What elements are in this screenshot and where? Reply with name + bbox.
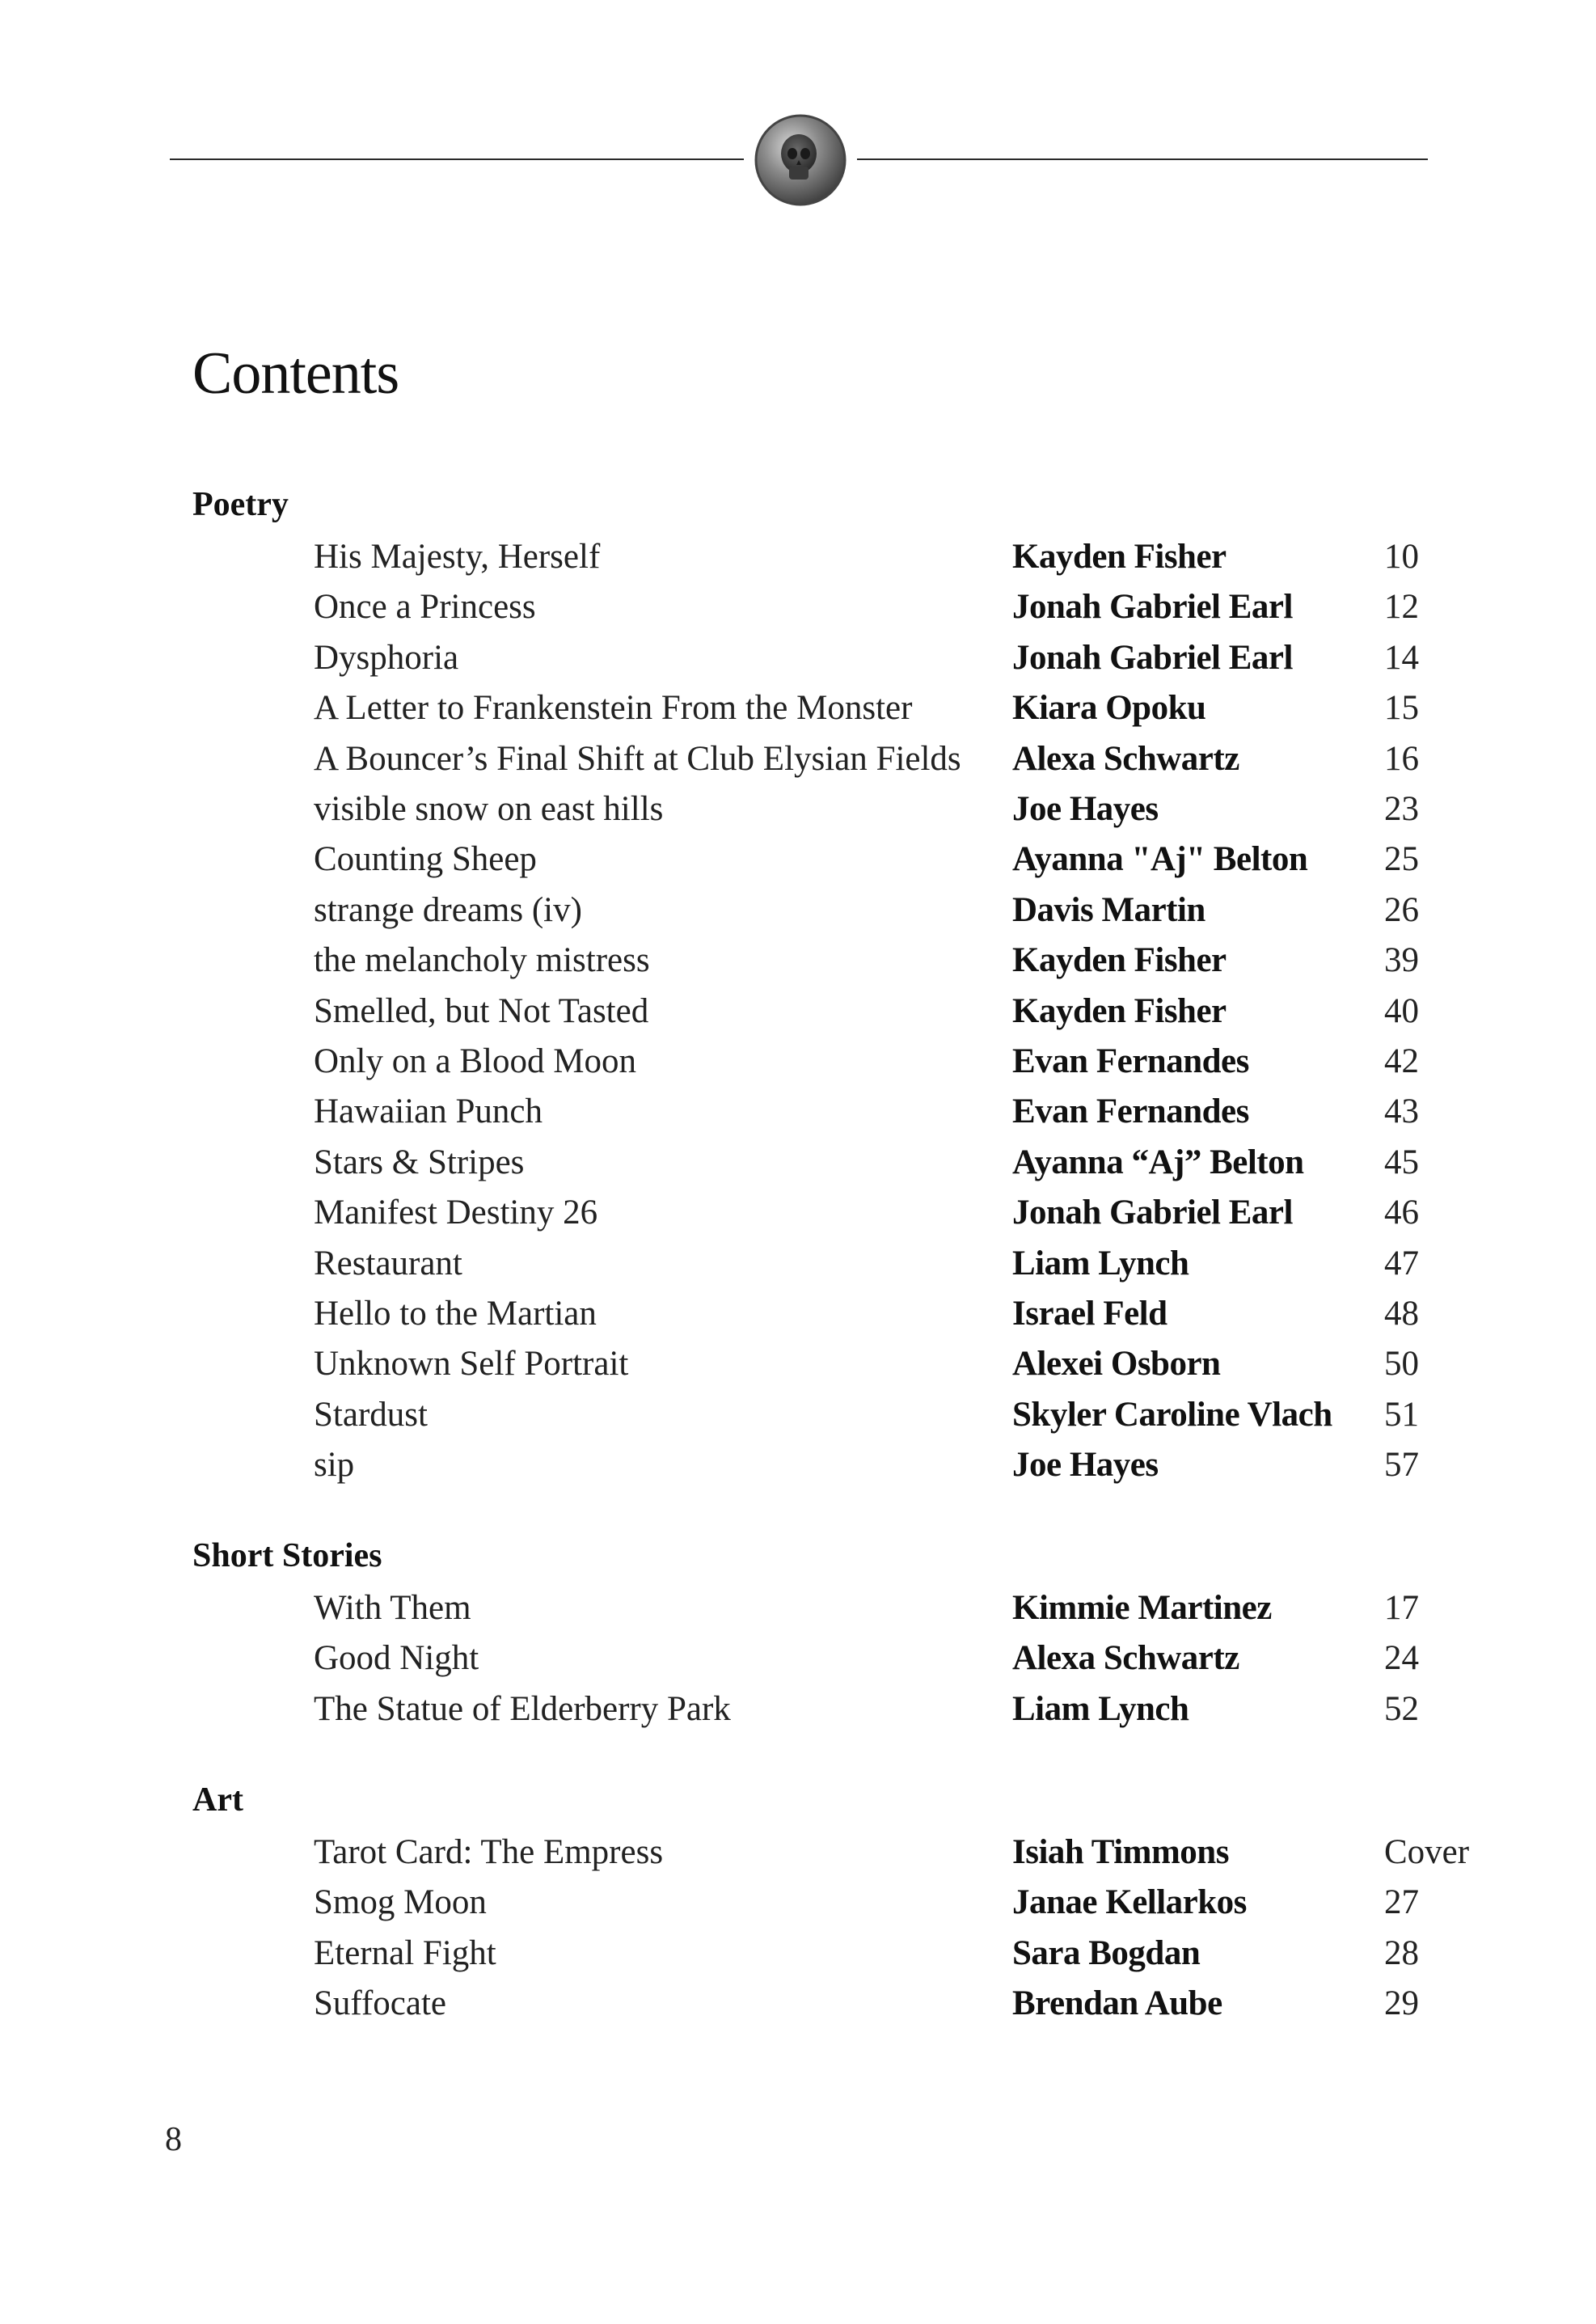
toc-entry [0,1984,1596,2029]
entry-title: Manifest Destiny 26 [314,1194,598,1232]
entry-author: Liam Lynch [1012,1244,1189,1282]
entry-title: strange dreams (iv) [314,890,582,929]
toc-entry [0,1244,1596,1289]
entry-author: Janae Kellarkos [1012,1883,1247,1922]
toc-entry [0,890,1596,936]
toc-entry [0,1882,1596,1928]
entry-page: 24 [1384,1639,1419,1678]
toc-entry [0,1294,1596,1339]
toc-entry [0,688,1596,733]
toc-entry [0,789,1596,835]
entry-page: 14 [1384,638,1419,677]
entry-title: The Statue of Elderberry Park [314,1689,731,1728]
entry-author: Isiah Timmons [1012,1833,1229,1871]
entry-author: Alexa Schwartz [1012,739,1239,778]
entry-title: Stardust [314,1395,428,1434]
entry-page: 29 [1384,1984,1419,2023]
toc-entry [0,1092,1596,1137]
entry-author: Kayden Fisher [1012,538,1227,576]
entry-author: Joe Hayes [1012,1446,1159,1485]
entry-author: Kimmie Martinez [1012,1589,1272,1627]
entry-page: Cover [1384,1833,1470,1871]
toc-entry [0,1638,1596,1684]
entry-title: Tarot Card: The Empress [314,1833,664,1871]
entry-page: 47 [1384,1244,1419,1282]
entry-page: 17 [1384,1589,1419,1627]
toc-entry [0,1832,1596,1878]
entry-page: 57 [1384,1446,1419,1485]
entry-author: Jonah Gabriel Earl [1012,588,1293,627]
entry-title: Hawaiian Punch [314,1092,543,1131]
entry-page: 50 [1384,1345,1419,1384]
entry-page: 10 [1384,538,1419,576]
toc-entry [0,1933,1596,1979]
toc-entry [0,1042,1596,1087]
entry-author: Liam Lynch [1012,1689,1189,1728]
entry-author: Davis Martin [1012,890,1205,929]
toc-entry [0,1344,1596,1389]
entry-page: 42 [1384,1042,1419,1080]
entry-title: visible snow on east hills [314,790,664,828]
entry-author: Alexei Osborn [1012,1345,1221,1384]
toc-entry [0,839,1596,885]
entry-title: A Bouncer’s Final Shift at Club Elysian Fields [314,739,961,778]
entry-page: 28 [1384,1933,1419,1972]
entry-author: Alexa Schwartz [1012,1639,1239,1678]
page-number: 8 [165,2121,182,2158]
entry-author: Joe Hayes [1012,790,1159,828]
entry-title: Suffocate [314,1984,446,2023]
header-rule-left [170,158,744,160]
entry-author: Brendan Aube [1012,1984,1222,2023]
entry-title: Counting Sheep [314,840,537,879]
entry-author: Jonah Gabriel Earl [1012,1194,1293,1232]
entry-title: Good Night [314,1639,479,1678]
entry-author: Sara Bogdan [1012,1933,1201,1972]
entry-author: Ayanna "Aj" Belton [1012,840,1308,879]
entry-page: 16 [1384,739,1419,778]
entry-title: sip [314,1446,355,1485]
toc-entry [0,1395,1596,1440]
entry-page: 43 [1384,1092,1419,1131]
toc-entry [0,1588,1596,1633]
toc-entry [0,1689,1596,1735]
section-heading: Short Stories [192,1537,382,1574]
entry-title: the melancholy mistress [314,941,650,980]
entry-page: 52 [1384,1689,1419,1728]
entry-title: Hello to the Martian [314,1295,597,1333]
toc-entry [0,1193,1596,1238]
toc-entry [0,587,1596,632]
entry-page: 26 [1384,890,1419,929]
toc-entry [0,638,1596,683]
entry-title: With Them [314,1589,471,1627]
entry-page: 25 [1384,840,1419,879]
entry-title: Dysphoria [314,638,459,677]
entry-title: Only on a Blood Moon [314,1042,636,1080]
entry-title: His Majesty, Herself [314,538,601,576]
entry-title: Unknown Self Portrait [314,1345,629,1384]
entry-page: 27 [1384,1883,1419,1922]
entry-title: Smog Moon [314,1883,487,1922]
toc-entry [0,1445,1596,1490]
skull-medallion-icon [754,113,847,207]
entry-page: 46 [1384,1194,1419,1232]
entry-author: Skyler Caroline Vlach [1012,1395,1332,1434]
entry-title: Restaurant [314,1244,462,1282]
entry-author: Kayden Fisher [1012,991,1227,1030]
entry-title: Once a Princess [314,588,536,627]
entry-page: 39 [1384,941,1419,980]
toc-entry [0,537,1596,582]
entry-author: Kiara Opoku [1012,689,1206,728]
entry-title: Eternal Fight [314,1933,496,1972]
section-heading: Art [192,1781,243,1819]
entry-page: 23 [1384,790,1419,828]
page-title: Contents [192,340,399,407]
entry-page: 12 [1384,588,1419,627]
entry-page: 40 [1384,991,1419,1030]
entry-page: 51 [1384,1395,1419,1434]
entry-title: Stars & Stripes [314,1143,525,1181]
entry-page: 15 [1384,689,1419,728]
entry-author: Evan Fernandes [1012,1042,1249,1080]
entry-title: Smelled, but Not Tasted [314,991,649,1030]
entry-title: A Letter to Frankenstein From the Monster [314,689,913,728]
entry-author: Evan Fernandes [1012,1092,1249,1131]
header-rule-right [857,158,1428,160]
entry-page: 48 [1384,1295,1419,1333]
entry-author: Jonah Gabriel Earl [1012,638,1293,677]
toc-entry [0,1143,1596,1188]
toc-entry [0,991,1596,1037]
entry-author: Kayden Fisher [1012,941,1227,980]
toc-entry [0,739,1596,784]
entry-author: Israel Feld [1012,1295,1167,1333]
toc-entry [0,940,1596,986]
entry-page: 45 [1384,1143,1419,1181]
section-heading: Poetry [192,486,289,523]
entry-author: Ayanna “Aj” Belton [1012,1143,1304,1181]
